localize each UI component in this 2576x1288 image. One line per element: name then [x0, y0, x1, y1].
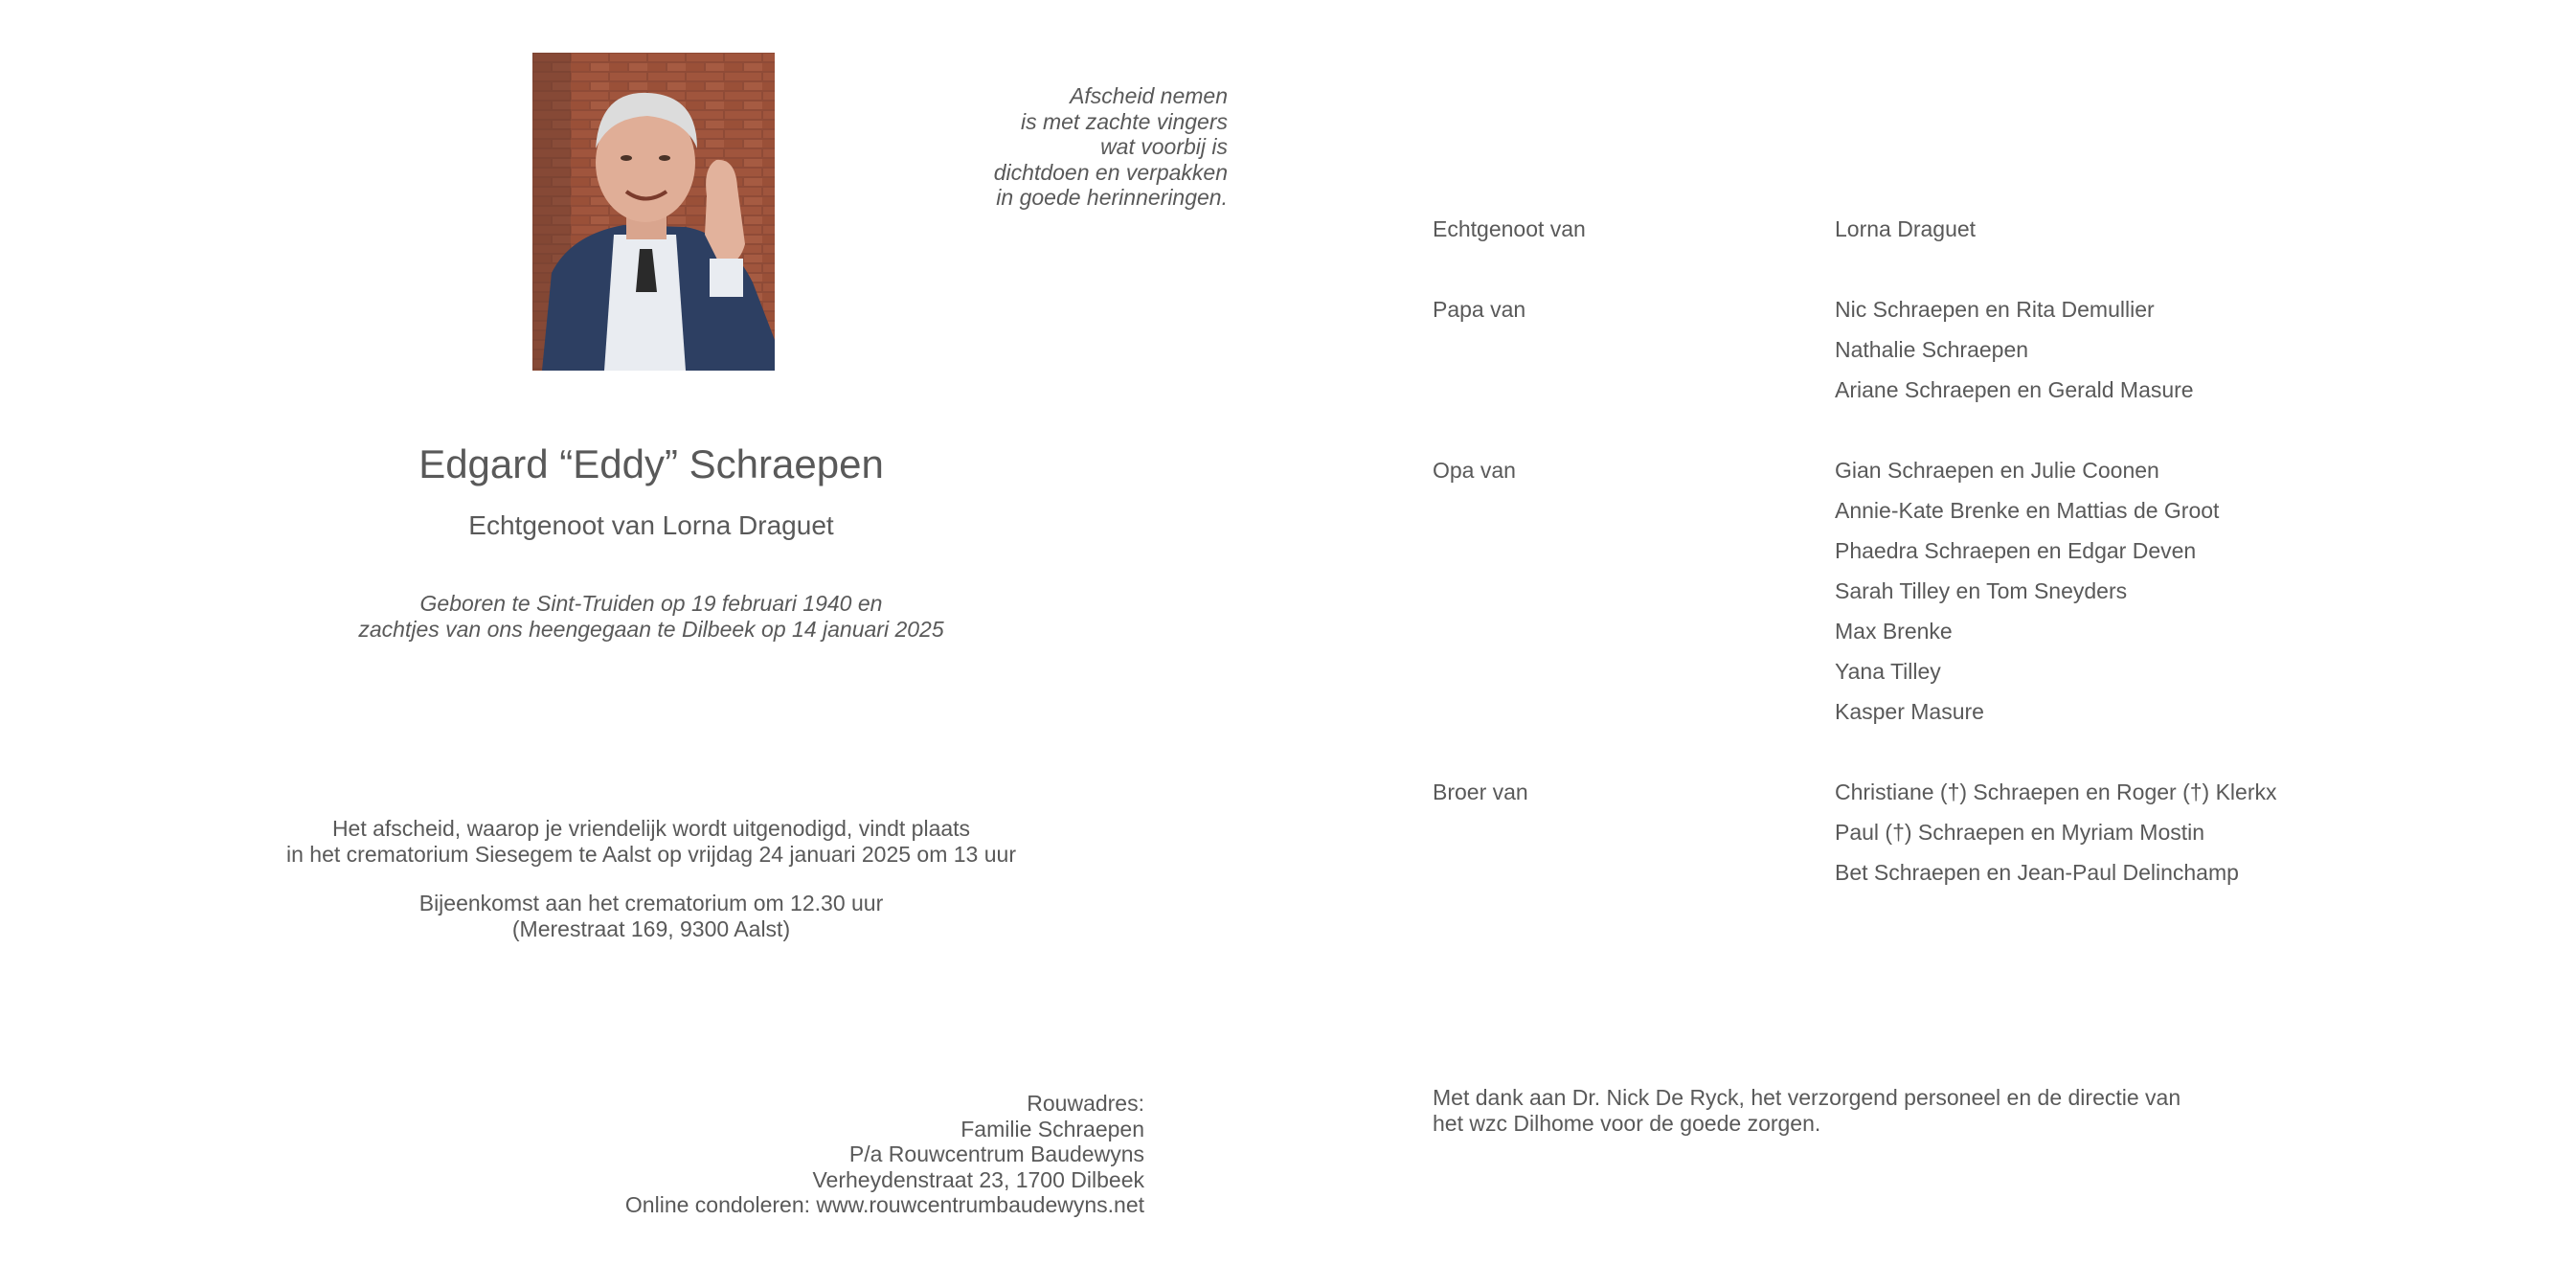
family-member: Nathalie Schraepen [1835, 337, 2029, 362]
family-list-siblings [1835, 779, 2276, 899]
ceremony-info [220, 816, 1082, 867]
family-member: Annie-Kate Brenke en Mattias de Groot [1835, 498, 2220, 523]
family-member: Yana Tilley [1835, 659, 1941, 684]
family-member: Nic Schraepen en Rita Demullier [1835, 297, 2155, 322]
family-label-spouse: Echtgenoot van [1433, 216, 1586, 241]
portrait-photo [532, 53, 775, 371]
family-label-siblings: Broer van [1433, 780, 1528, 804]
family-list-spouse [1835, 215, 1976, 256]
family-member: Christiane (†) Schraepen en Roger (†) Klerkx [1835, 780, 2277, 804]
gathering-line: (Merestraat 169, 9300 Aalst) [511, 915, 791, 941]
poem-line: wat voorbij is [1100, 134, 1228, 159]
deceased-subtitle: Echtgenoot van Lorna Draguet [468, 510, 834, 540]
address-line: Rouwadres: [1027, 1091, 1144, 1116]
family-label-children: Papa van [1433, 297, 1526, 322]
address-line: Verheydenstraat 23, 1700 Dilbeek [812, 1166, 1144, 1192]
family-member: Max Brenke [1835, 619, 1953, 644]
deceased-name: Edgard “Eddy” Schraepen [418, 441, 884, 486]
ceremony-line: Het afscheid, waarop je vriendelijk wordt uitgenodigd, vindt plaats [331, 816, 971, 841]
family-member: Bet Schraepen en Jean-Paul Delinchamp [1835, 860, 2239, 885]
poem-line: in goede herinneringen. [996, 185, 1228, 210]
address-line: Online condoleren: www.rouwcentrumbaudewyns.net [624, 1192, 1144, 1217]
family-member: Paul (†) Schraepen en Myriam Mostin [1835, 820, 2205, 845]
dates-line: zachtjes van ons heengegaan te Dilbeek op 14 januari 2025 [358, 616, 944, 642]
family-member: Lorna Draguet [1835, 216, 1977, 241]
mourning-address [479, 1091, 1144, 1218]
gathering-info [268, 891, 1034, 941]
address-line: Familie Schraepen [960, 1116, 1144, 1141]
family-member: Phaedra Schraepen en Edgar Deven [1835, 538, 2197, 563]
family-member: Gian Schraepen en Julie Coonen [1835, 458, 2159, 483]
poem-line: dichtdoen en verpakken [993, 159, 1228, 185]
family-member: Ariane Schraepen en Gerald Masure [1835, 377, 2194, 402]
address-line: P/a Rouwcentrum Baudewyns [848, 1141, 1144, 1166]
family-member: Kasper Masure [1835, 699, 1984, 724]
poem [843, 83, 1228, 211]
thanks-line: Met dank aan Dr. Nick De Ryck, het verzorgend personeel en de directie van [1433, 1085, 2181, 1110]
poem-line: Afscheid nemen [1070, 83, 1228, 108]
acknowledgement [1433, 1085, 2294, 1136]
ceremony-line: in het crematorium Siesegem te Aalst op vrijdag 24 januari 2025 om 13 uur [286, 841, 1016, 867]
poem-line: is met zachte vingers [1020, 108, 1228, 134]
family-member: Sarah Tilley en Tom Sneyders [1835, 578, 2128, 603]
thanks-line: het wzc Dilhome voor de goede zorgen. [1433, 1110, 1821, 1136]
gathering-line: Bijeenkomst aan het crematorium om 12.30 uur [418, 891, 884, 915]
family-label-grandchildren: Opa van [1433, 458, 1516, 483]
birth-death-dates [268, 591, 1034, 642]
family-list-children [1835, 296, 2194, 417]
family-list-grandchildren [1835, 457, 2219, 738]
dates-line: Geboren te Sint-Truiden op 19 februari 1940 en [419, 591, 883, 616]
